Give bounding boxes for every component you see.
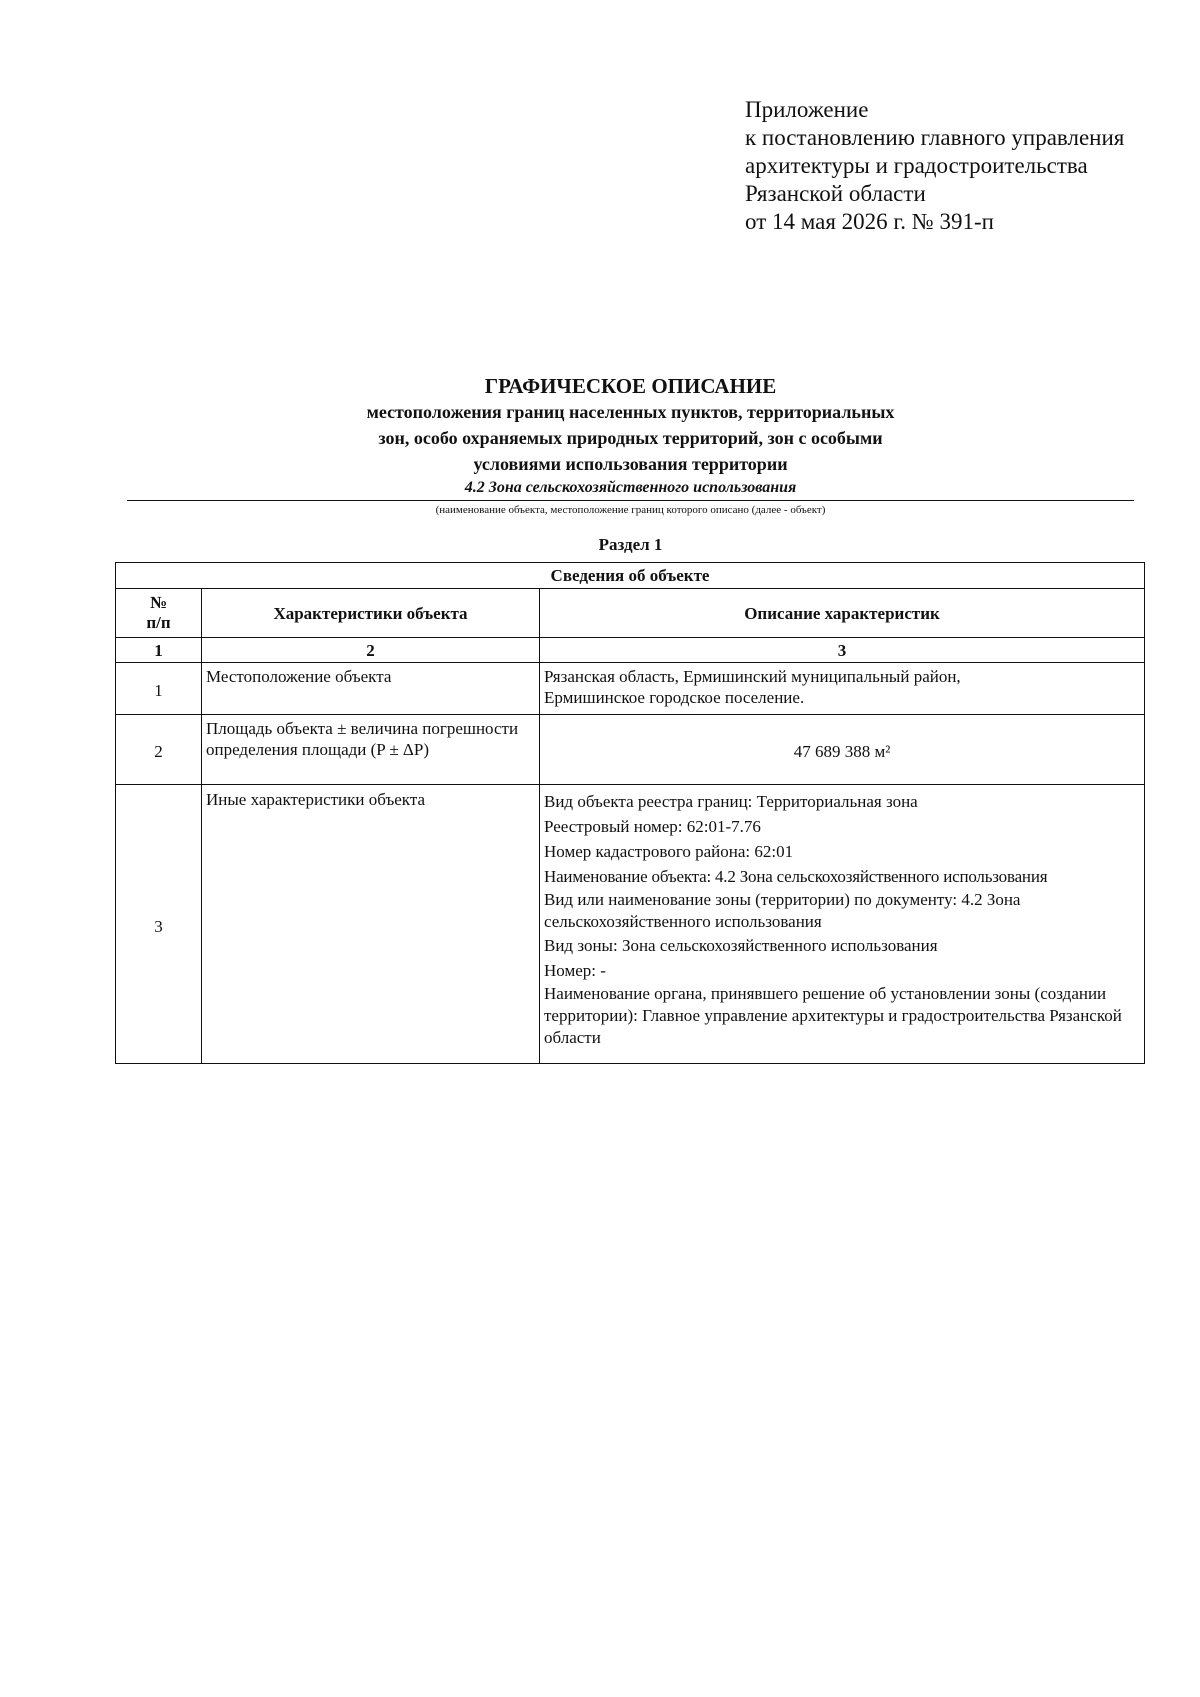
- row-number: 1: [116, 663, 202, 715]
- row-description: 47 689 388 м²: [540, 715, 1145, 785]
- row-characteristic: Местоположение объекта: [202, 663, 540, 715]
- section-title: Раздел 1: [598, 535, 663, 554]
- appendix-line: Приложение: [745, 97, 869, 122]
- object-name-note: (наименование объекта, местоположение границ которого описано (далее - объект): [435, 504, 826, 516]
- column-number-row: [116, 638, 1145, 663]
- column-number: 1: [116, 638, 202, 663]
- document-subtitle-line: зон, особо охраняемых природных территорий, зон с особыми: [378, 428, 883, 448]
- table-caption: Сведения об объекте: [116, 563, 1145, 589]
- appendix-block: [745, 96, 1185, 236]
- table-row: [116, 715, 1145, 785]
- description-line: Ермишинское городское поселение.: [544, 688, 805, 707]
- table-row: [116, 663, 1145, 715]
- description-line: Номер кадастрового района: 62:01: [544, 842, 794, 861]
- description-line: Наименование объекта: 4.2 Зона сельскохозяйственного использования: [544, 867, 1048, 886]
- header-num: [116, 589, 202, 638]
- column-number: 3: [540, 638, 1145, 663]
- document-subtitle-line: местоположения границ населенных пунктов, территориальных: [366, 402, 895, 422]
- header-description: Описание характеристик: [540, 589, 1145, 638]
- object-name: 4.2 Зона сельскохозяйственного использования: [127, 477, 1134, 501]
- table-row: [116, 785, 1145, 1064]
- row-number: 2: [116, 715, 202, 785]
- document-title: ГРАФИЧЕСКОЕ ОПИСАНИЕ: [484, 374, 777, 398]
- description-line: Наименование органа, принявшего решение об установлении зоны (создании территории): Главное управление архитектуры и градостроительства Рязанской области: [544, 984, 1122, 1047]
- row-description: [540, 663, 1145, 715]
- description-line: Вид зоны: Зона сельскохозяйственного использования: [544, 936, 938, 955]
- object-info-table: [115, 562, 1145, 1064]
- appendix-line: от 14 мая 2026 г. № 391-п: [745, 209, 994, 234]
- row-description: [540, 785, 1145, 1064]
- description-line: Номер: -: [544, 961, 606, 980]
- row-characteristic: Иные характеристики объекта: [202, 785, 540, 1064]
- description-line: Рязанская область, Ермишинский муниципальный район,: [544, 667, 961, 686]
- description-line: Реестровый номер: 62:01-7.76: [544, 817, 761, 836]
- row-number: 3: [116, 785, 202, 1064]
- document-subtitle-line: условиями использования территории: [473, 454, 788, 474]
- header-num-label: № п/п: [146, 593, 171, 632]
- column-number: 2: [202, 638, 540, 663]
- table-header-row: [116, 589, 1145, 638]
- appendix-line: архитектуры и градостроительства: [745, 153, 1088, 178]
- appendix-line: к постановлению главного управления: [745, 125, 1125, 150]
- description-line: Вид или наименование зоны (территории) по документу: 4.2 Зона сельскохозяйственного использования: [544, 890, 1021, 931]
- header-characteristics: Характеристики объекта: [202, 589, 540, 638]
- description-line: Вид объекта реестра границ: Территориальная зона: [544, 792, 918, 811]
- table-caption-row: [116, 563, 1145, 589]
- row-characteristic: Площадь объекта ± величина погрешности определения площади (P ± ΔP): [202, 715, 540, 785]
- appendix-line: Рязанской области: [745, 181, 926, 206]
- title-block: [127, 373, 1134, 556]
